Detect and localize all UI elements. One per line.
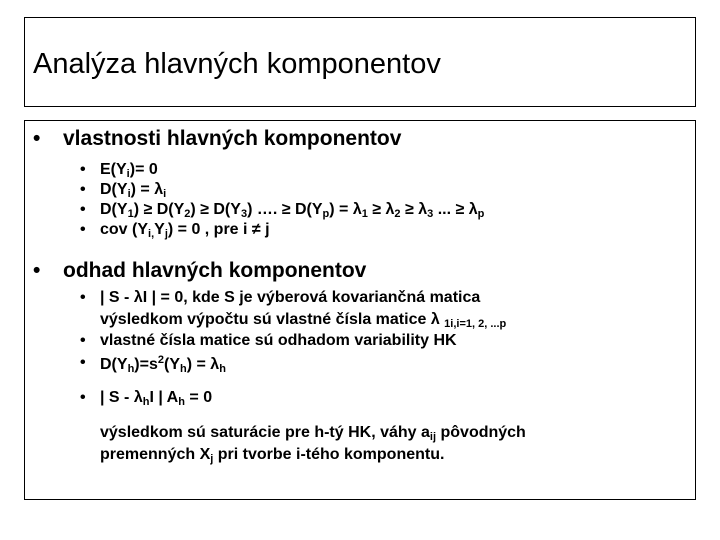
section2-paragraph-line2: premenných $X_j$ pri tvorbe i-tého komponentu. xyxy=(100,446,445,465)
section2-line-eigenvector-eq: • | S - $\lambda_hI$ | $A_h = 0$ xyxy=(80,389,213,408)
bullet: • xyxy=(80,332,86,349)
section1-line-ordering: • $D(Y_1) \ge D(Y_2) \ge D(Y_3)$ …. ≥ $D(Y_p) = \lambda_1 \ge \lambda_2 \ge \lambda_3$ ... ≥ $\lambda_p$ xyxy=(80,201,485,220)
section2-line-eigenvalues: výsledkom výpočtu sú vlastné čísla matice λ $_{1i,i=1, 2, ...p}$ xyxy=(100,311,507,330)
section1-line-mean: • $E(Y_i)= 0$ xyxy=(80,161,158,180)
section2-line-characteristic-eq: • | S - λI | = 0, kde S je výberová kovariančná matica xyxy=(80,289,481,306)
bullet: • xyxy=(80,181,86,198)
bullet: • xyxy=(80,289,86,306)
section2-paragraph-line1: výsledkom sú saturácie pre h-tý HK, váhy $a_{ij}$ pôvodných xyxy=(100,424,526,443)
section2-line-variance-h: • $D(Y_h)=s^2(Y_h) = \lambda_h$ xyxy=(80,354,226,375)
section1-line-covariance: • cov $(Y_{i,}Y_j) = 0$ , pre i ≠ j xyxy=(80,221,270,240)
bullet: • xyxy=(80,354,86,371)
section1-heading: • vlastnosti hlavných komponentov xyxy=(33,127,402,150)
bullet: • xyxy=(33,259,41,282)
bullet: • xyxy=(80,221,86,238)
slide-title: Analýza hlavných komponentov xyxy=(33,48,441,80)
bullet: • xyxy=(80,201,86,218)
section1-line-variance: • $D(Y_i) = \lambda_i$ xyxy=(80,181,167,200)
content-box xyxy=(24,120,696,500)
section2-line-variability: • vlastné čísla matice sú odhadom variability HK xyxy=(80,332,457,349)
bullet: • xyxy=(33,127,41,150)
title-box xyxy=(24,17,696,107)
section2-heading: • odhad hlavných komponentov xyxy=(33,259,367,282)
bullet: • xyxy=(80,161,86,178)
bullet: • xyxy=(80,389,86,406)
